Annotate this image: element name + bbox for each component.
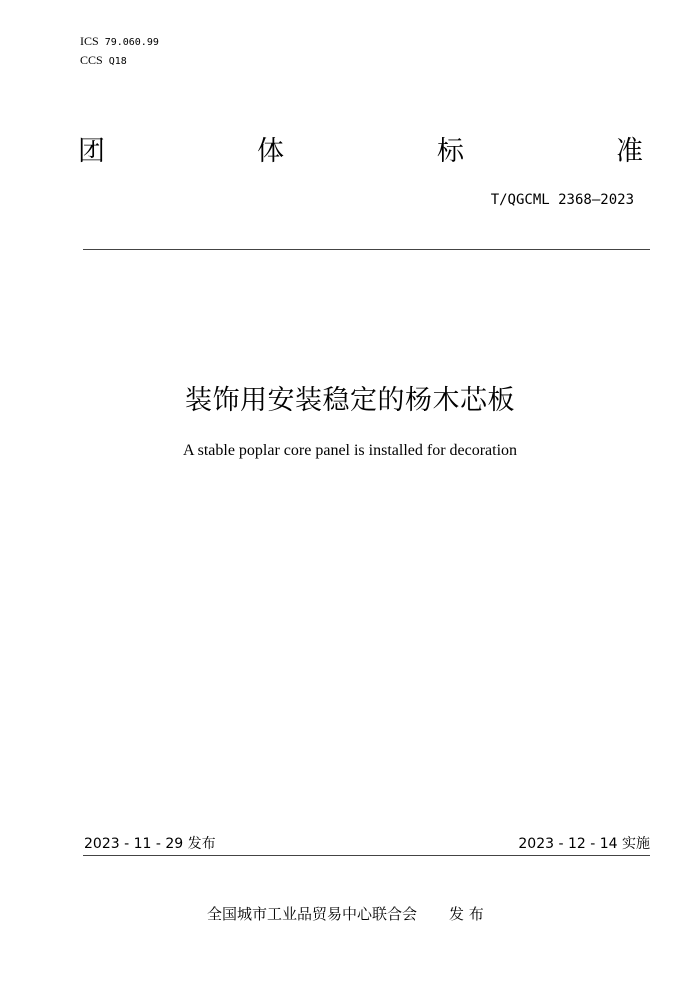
standard-type-char: 标 — [437, 136, 464, 167]
standard-type-char: 团 — [78, 136, 105, 167]
ics-value: 79.060.99 — [104, 37, 159, 48]
publisher-line — [207, 903, 484, 925]
standard-type-char: 准 — [616, 136, 643, 167]
publisher-action: 发 布 — [449, 905, 484, 923]
standard-type-char: 体 — [257, 136, 284, 167]
publisher-name: 全国城市工业品贸易中心联合会 — [207, 905, 418, 923]
standard-number: T/QGCML 2368—2023 — [490, 192, 634, 208]
implementation-date: 2023 - 12 - 14 实施 — [518, 836, 650, 852]
issue-date: 2023 - 11 - 29 发布 — [84, 836, 216, 852]
ccs-value: Q18 — [108, 56, 127, 67]
header-divider — [83, 249, 650, 250]
footer-divider — [83, 855, 650, 856]
document-title-english: A stable poplar core panel is installed for decoration — [182, 442, 518, 459]
document-title-chinese: 装饰用安装稳定的杨木芯板 — [185, 385, 515, 416]
ics-label: ICS — [80, 34, 99, 48]
ics-code — [80, 34, 159, 50]
ccs-code — [80, 53, 127, 69]
ccs-label: CCS — [80, 53, 103, 67]
